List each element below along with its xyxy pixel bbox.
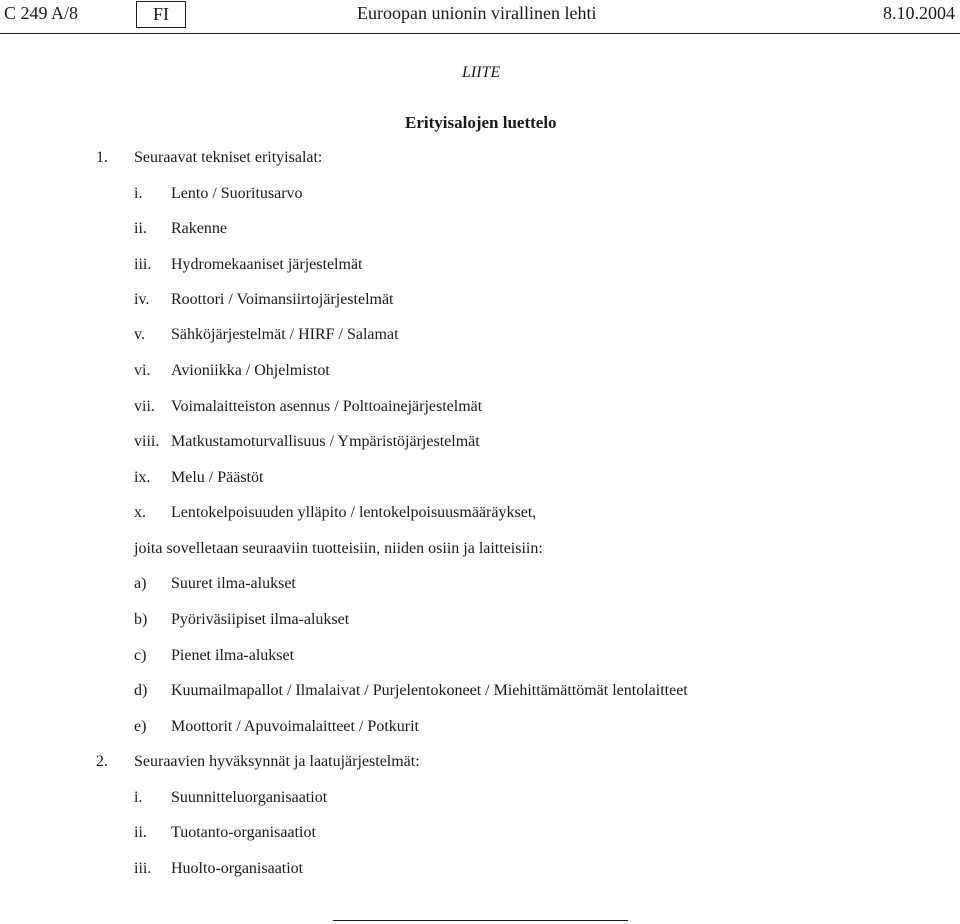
section-number: 2.	[96, 753, 108, 770]
list-item-number: i.	[134, 789, 143, 806]
list-item: Suunnitteluorganisaatiot	[171, 789, 328, 806]
journal-title: Euroopan unionin virallinen lehti	[357, 3, 597, 23]
list-item: Hydromekaaniset järjestelmät	[171, 256, 363, 273]
list-item: Roottori / Voimansiirtojärjestelmät	[171, 291, 394, 308]
product-letter: e)	[134, 718, 147, 735]
list-item: Melu / Päästöt	[171, 469, 264, 486]
section-label: Seuraavien hyväksynnät ja laatujärjestelmät:	[134, 753, 420, 770]
product-item: Kuumailmapallot / Ilmalaivat / Purjelentokoneet / Miehittämättömät lentolaitteet	[171, 682, 688, 699]
list-item-number: vi.	[134, 362, 151, 379]
list-item: Sähköjärjestelmät / HIRF / Salamat	[171, 326, 399, 343]
list-item-number: iii.	[134, 256, 152, 273]
language-code-box: FI	[136, 1, 186, 28]
header-divider	[0, 33, 960, 34]
list-item-number: iv.	[134, 291, 150, 308]
list-item-number: x.	[134, 504, 146, 521]
list-item-number: v.	[134, 326, 145, 343]
list-item-number: ii.	[134, 220, 147, 237]
publication-date: 8.10.2004	[883, 3, 955, 23]
product-letter: a)	[134, 575, 147, 592]
products-intro: joita sovelletaan seuraaviin tuotteisiin, niiden osiin ja laitteisiin:	[134, 540, 543, 557]
section-label: Seuraavat tekniset erityisalat:	[134, 149, 323, 166]
journal-reference: C 249 A/8	[4, 3, 79, 23]
product-item: Suuret ilma-alukset	[171, 575, 296, 592]
list-item: Voimalaitteiston asennus / Polttoainejärjestelmät	[171, 398, 483, 415]
list-item: Lento / Suoritusarvo	[171, 185, 303, 202]
page-header	[0, 0, 960, 34]
list-heading: Erityisalojen luettelo	[405, 113, 557, 132]
product-letter: d)	[134, 682, 148, 699]
list-item-number: vii.	[134, 398, 155, 415]
footer-divider	[333, 920, 628, 921]
list-item: Tuotanto-organisaatiot	[171, 824, 316, 841]
list-item-number: i.	[134, 185, 143, 202]
section-number: 1.	[96, 149, 108, 166]
list-item-number: viii.	[134, 433, 160, 450]
list-item: Lentokelpoisuuden ylläpito / lentokelpoisuusmääräykset,	[171, 504, 537, 521]
product-item: Moottorit / Apuvoimalaitteet / Potkurit	[171, 718, 419, 735]
product-letter: c)	[134, 647, 147, 664]
product-letter: b)	[134, 611, 148, 628]
list-item-number: ix.	[134, 469, 151, 486]
list-item-number: ii.	[134, 824, 147, 841]
product-item: Pyöriväsiipiset ilma-alukset	[171, 611, 350, 628]
list-item: Avioniikka / Ohjelmistot	[171, 362, 330, 379]
product-item: Pienet ilma-alukset	[171, 647, 295, 664]
annex-label: LIITE	[462, 64, 501, 81]
list-item-number: iii.	[134, 860, 152, 877]
list-item: Huolto-organisaatiot	[171, 860, 304, 877]
list-item: Rakenne	[171, 220, 227, 237]
list-item: Matkustamoturvallisuus / Ympäristöjärjestelmät	[171, 433, 480, 450]
